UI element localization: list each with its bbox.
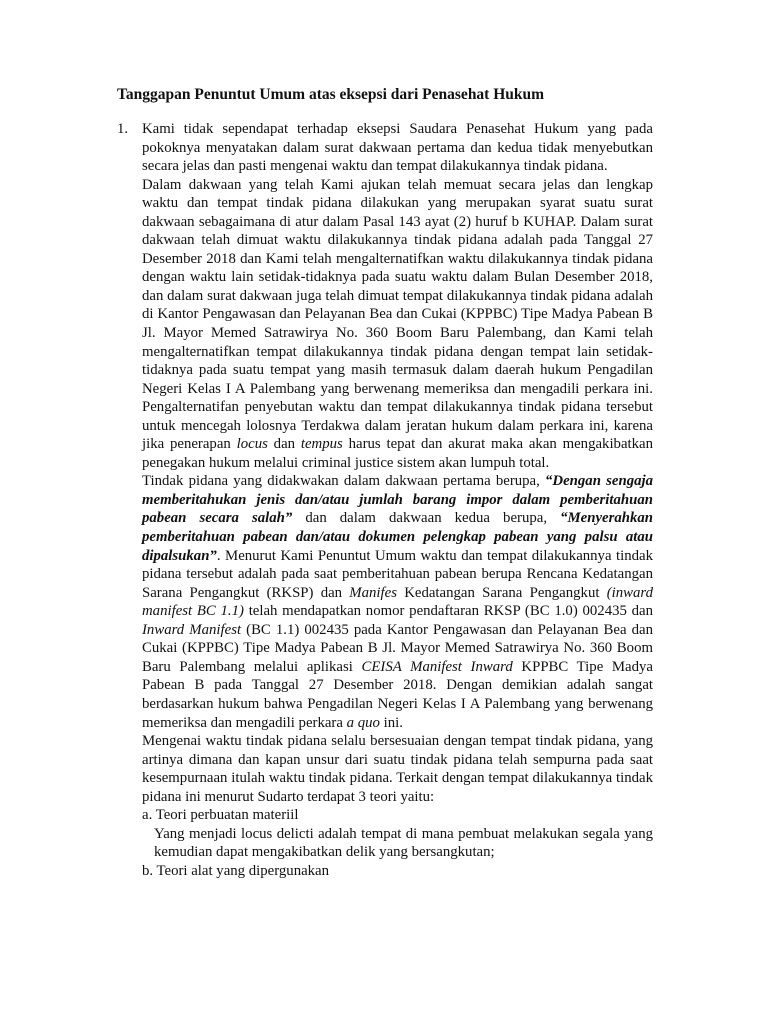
- paragraph-2-text-a: Dalam dakwaan yang telah Kami ajukan telah memuat secara jelas dan lengkap waktu dan tempat tindak pidana dilakukan yang merupakan syarat suatu surat dakwaan sebagaimana di atur dalam Pasal 143 ayat (2) huruf b KUHAP. Dalam surat dakwaan telah dimuat waktu dilakukannya tindak pidana adalah pada Tanggal 27 Desember 2018 dan Kami telah mengalternatifkan waktu dilakukannya tindak pidana dengan waktu lain setidak-tidaknya pada suatu waktu dalam Bulan Desember 2018, dan dalam surat dakwaan juga telah dimuat tempat dilakukannya tindak pidana adalah di Kantor Pengawasan dan Pelayanan Bea dan Cukai (KPPBC) Tipe Madya Pabean B Jl. Mayor Memed Satrawirya No. 360 Boom Baru Palembang, dan Kami telah mengalternatifkan tempat dilakukannya tindak pidana dengan tempat lain setidak-tidaknya pada suatu tempat yang masih termasuk dalam daerah hukum Pengadilan Negeri Kelas I A Palembang yang berwenang memeriksa dan mengadili perkara ini. Pengalternatifan penyebutan waktu dan tempat dilakukannya tindak pidana tersebut untuk mencegah lolosnya Terdakwa dalam jeratan hukum dalam perkara ini, karena jika penerapan: [142, 176, 653, 453]
- document-title: Tanggapan Penuntut Umum atas eksepsi dari Penasehat Hukum: [117, 86, 545, 103]
- paragraph-3-text-a: Tindak pidana yang didakwakan dalam dakwaan pertama berupa,: [142, 473, 546, 490]
- paragraph-3-text-f: (BC 1.1) 002435 pada Kantor Pengawasan dan Pelayanan Bea dan Cukai (KPPBC) Tipe Madya Pabean B Jl. Mayor Memed Satrawirya No. 360 Boom Baru Palembang melalui aplikasi: [142, 621, 653, 675]
- numbered-item-1: [117, 120, 653, 880]
- theory-b-label: b. Teori alat yang dipergunakan: [142, 862, 330, 879]
- theory-a-label: a. Teori perbuatan materiil: [142, 807, 299, 824]
- paragraph-2-text-b: harus tepat dan akurat maka akan mengakibatkan penegakan hukum melalui criminal justice sistem akan lumpuh total.: [142, 436, 653, 471]
- paragraph-3-text-e: telah mendapatkan nomor pendaftaran RKSP (BC 1.0) 002435 dan: [243, 603, 653, 620]
- theory-list: [142, 806, 653, 880]
- charge-quote-2: “Menyerahkan pemberitahuan pabean dan/atau dokumen pelengkap pabean yang palsu atau dipalsukan”: [142, 510, 653, 564]
- paragraph-3-text-g: KPPBC Tipe Madya Pabean B pada Tanggal 27 Desember 2018. Dengan demikian adalah sangat berdasarkan hukum bahwa Pengadilan Negeri Kelas I A Palembang yang berwenang memeriksa dan mengadili perkara: [142, 658, 653, 731]
- paragraph-3-text-b: dan dalam dakwaan kedua berupa,: [292, 510, 561, 527]
- manifes-term: Manifes: [349, 584, 397, 601]
- inward-manifest-term: Inward Manifest: [142, 621, 242, 638]
- paragraph-1: Kami tidak sependapat terhadap eksepsi Saudara Penasehat Hukum yang pada pokoknya menyatakan dalam surat dakwaan pertama dan kedua tidak menyebutkan secara jelas dan pasti mengenai waktu dan tempat dilakukannya tindak pidana.: [142, 121, 653, 175]
- paragraph-2-connector: dan: [267, 436, 301, 453]
- tempus-term: tempus: [300, 436, 343, 453]
- paragraph-3-text-h: ini.: [379, 714, 403, 731]
- inward-manifest-bc-term: (inward manifest BC 1.1): [142, 584, 653, 620]
- document-body: [117, 120, 653, 880]
- paragraph-3: [142, 472, 653, 732]
- paragraph-3-text-c: . Menurut Kami Penuntut Umum waktu dan tempat dilakukannya tindak pidana tersebut adalah pada saat pemberitahuan pabean berupa Rencana Kedatangan Sarana Pengangkut (RKSP) dan: [142, 547, 653, 601]
- item-number: 1.: [117, 121, 129, 137]
- theory-a-text: Yang menjadi locus delicti adalah tempat di mana pembuat melakukan segala yang kemudian dapat mengakibatkan delik yang bersangkutan;: [154, 825, 653, 861]
- paragraph-4: Mengenai waktu tindak pidana selalu bersesuaian dengan tempat tindak pidana, yang artinya dimana dan kapan unsur dari suatu tindak pidana telah sempurna pada saat kesempurnaan itulah waktu tindak pidana. Terkait dengan tempat dilakukannya tindak pidana ini menurut Sudarto terdapat 3 teori yaitu:: [142, 733, 653, 805]
- a-quo-term: a quo: [346, 714, 380, 731]
- ceisa-term: CEISA Manifest Inward: [361, 658, 513, 675]
- paragraph-3-text-d: Kedatangan Sarana Pengangkut: [396, 584, 607, 601]
- paragraph-2: [142, 176, 653, 473]
- locus-term: locus: [236, 436, 268, 453]
- charge-quote-1: “Dengan sengaja memberitahukan jenis dan/atau jumlah barang impor dalam pemberitahuan pabean secara salah”: [142, 473, 653, 527]
